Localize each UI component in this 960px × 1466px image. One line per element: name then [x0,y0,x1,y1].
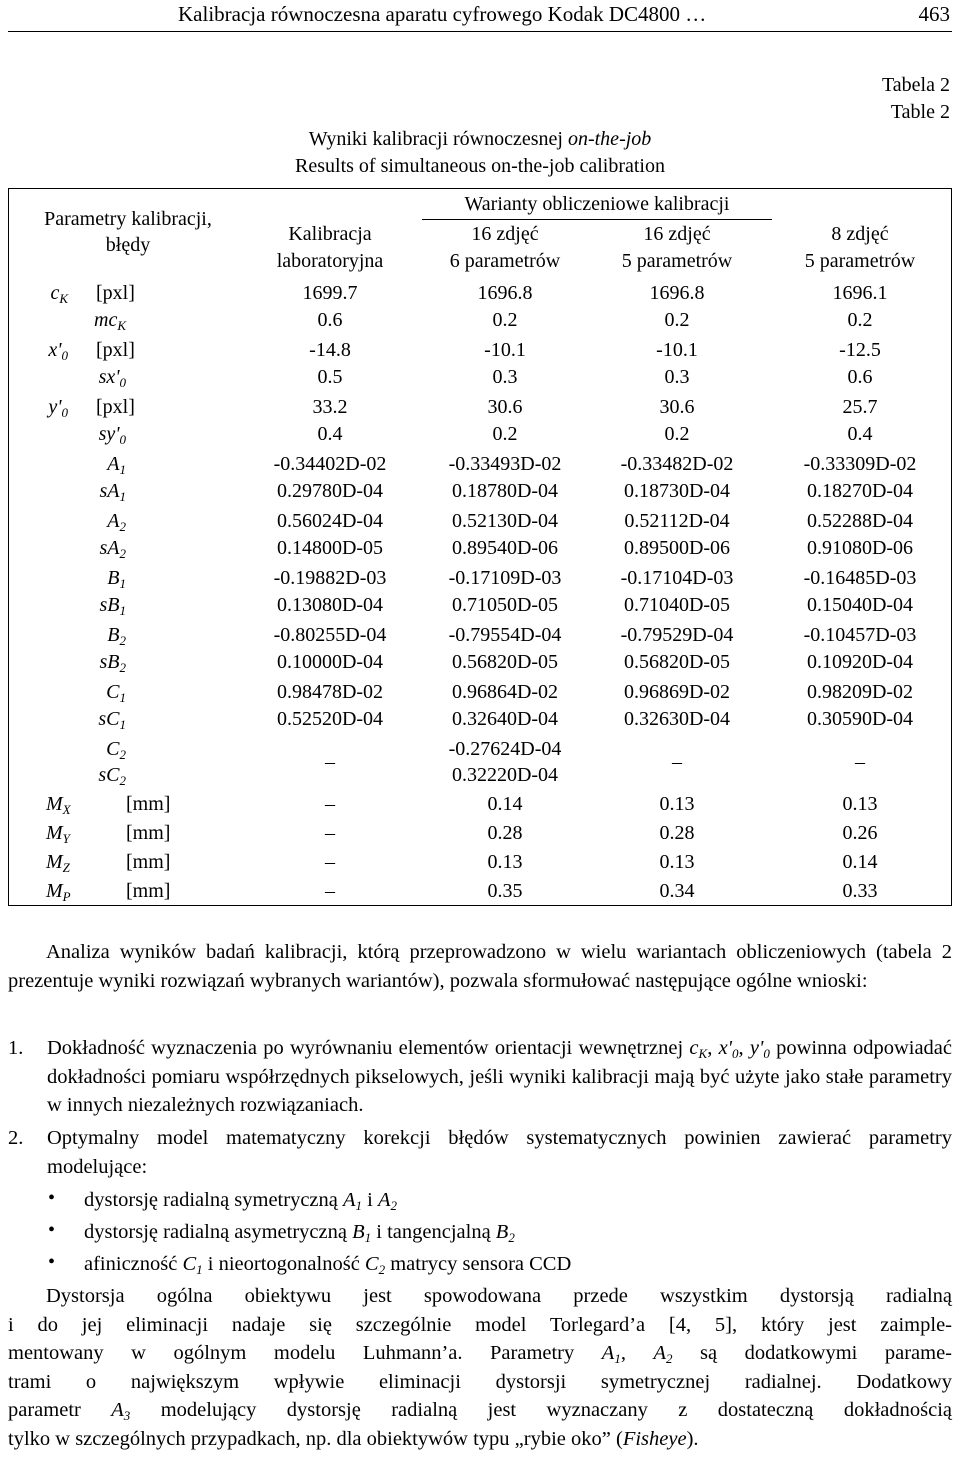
table-title-pl: Wyniki kalibracji równoczesnej on-the-job [308,128,652,150]
conclusion-2-number: 2. [8,1127,24,1149]
error-unit: [mm] [126,793,171,815]
param-header-1: Parametry kalibracji, [44,208,212,230]
param-symbol: $y'_0$ [48,396,68,420]
closing-paragraph [8,1282,952,1453]
cell-error-v3: 0.30590D-04 [806,708,914,730]
closing-line-6: tylko w szczególnych przypadkach, np. dla obiektywów typu „rybie oko” (Fisheye). [8,1427,699,1450]
error-cell-v2: 0.13 [659,851,695,873]
cell-error-v2: 0.18730D-04 [623,480,731,502]
cell-value-lab: -14.8 [309,339,351,361]
error-cell-lab: – [325,880,335,902]
c2-v2: – [672,751,682,773]
error-param: $M_X$ [46,793,71,817]
bullet-item: dystorsję radialną symetryczną $A_1$ i $A_2$ [84,1189,398,1213]
cell-value-v3: 0.98209D-02 [806,681,914,703]
param-error-symbol: $sB_2$ [99,651,126,675]
table-left-rule [8,188,9,905]
cell-value-lab: 33.2 [312,396,348,418]
cell-error-v1: 0.18780D-04 [451,480,559,502]
bullet-item: dystorsję radialną asymetryczną $B_1$ i tangencjalną $B_2$ [84,1221,515,1245]
c2-param-error: $sC_2$ [98,764,126,788]
cell-error-lab: 0.10000D-04 [276,651,384,673]
bullet-dot: • [48,1219,56,1241]
cell-value-v1: -0.33493D-02 [448,453,562,475]
param-error-symbol: $sA_1$ [99,480,126,504]
cell-error-v1: 0.56820D-05 [451,651,559,673]
error-cell-v1: 0.28 [487,822,523,844]
cell-value-v1: 1696.8 [477,282,533,304]
error-cell-lab: – [325,822,335,844]
cell-error-v1: 0.71050D-05 [451,594,559,616]
param-unit: [pxl] [96,396,135,418]
cell-value-v1: 0.52130D-04 [451,510,559,532]
error-unit: [mm] [126,880,171,902]
cell-error-v1: 0.2 [492,309,518,331]
running-header: Kalibracja równoczesna aparatu cyfrowego Kodak DC4800 … [178,2,707,26]
param-symbol: $A_2$ [107,510,126,534]
param-unit: [pxl] [96,339,135,361]
cell-value-v1: -0.79554D-04 [448,624,562,646]
param-symbol: $B_1$ [107,567,126,591]
error-cell-lab: – [325,793,335,815]
cell-value-v2: -0.33482D-02 [620,453,734,475]
error-cell-v2: 0.34 [659,880,695,902]
cell-value-v3: -0.16485D-03 [803,567,917,589]
param-symbol: $A_1$ [107,453,126,477]
table-number-pl: Tabela 2 [881,74,950,96]
cell-error-lab: 0.14800D-05 [276,537,384,559]
error-param: $M_P$ [46,880,71,904]
table-title-en: Results of simultaneous on-the-job calibration [295,155,665,177]
col2-header-2: 5 parametrów [621,250,733,272]
cell-value-lab: 0.98478D-02 [276,681,384,703]
col1-header-2: 6 parametrów [449,250,561,272]
error-cell-v2: 0.13 [659,793,695,815]
param-error-symbol: $sy'_0$ [98,423,126,447]
cell-value-v3: -0.33309D-02 [803,453,917,475]
conclusion-2-text: Optymalny model matematyczny korekcji błędów systematycznych powinien zawierać parametry modelujące: [47,1127,952,1178]
variants-rule [422,219,772,220]
col3-header-1: 8 zdjęć [831,223,889,245]
cell-value-v1: -0.17109D-03 [448,567,562,589]
table-bottom-rule [8,905,952,906]
cell-value-v2: 0.52112D-04 [624,510,730,532]
c2-v1-value: -0.27624D-04 [448,738,562,760]
bullet-dot: • [48,1251,56,1273]
error-cell-v3: 0.33 [842,880,878,902]
lab-header-1: Kalibracja [288,223,372,245]
cell-error-v2: 0.71040D-05 [623,594,731,616]
closing-line-1: Dystorsja ogólna obiektywu jest spowodowana przede wszystkim dystorsją radialną [46,1285,952,1307]
table-number-en: Table 2 [890,101,950,123]
error-cell-lab: – [325,851,335,873]
param-symbol: $B_2$ [107,624,126,648]
cell-error-v2: 0.89500D-06 [623,537,731,559]
cell-value-v2: -0.79529D-04 [620,624,734,646]
cell-error-v1: 0.3 [492,366,518,388]
intro-paragraph: Analiza wyników badań kalibracji, którą przeprowadzono w wielu wariantach obliczeniowych (tabela 2 prezentuje wyniki rozwiązań wybranych wariantów), pozwala sformułować następujące ogólne wnioski: [8,941,952,992]
cell-value-v2: -0.17104D-03 [620,567,734,589]
cell-error-lab: 0.5 [317,366,343,388]
lab-header-2: laboratoryjna [276,250,384,272]
bullet-item: afiniczność $C_1$ i nieortogonalność $C_2$ matrycy sensora CCD [84,1253,572,1277]
param-header-2: błędy [105,234,151,256]
error-cell-v3: 0.14 [842,851,878,873]
page-number: 463 [918,2,950,26]
param-error-symbol: $sC_1$ [98,708,126,732]
param-symbol: $x'_0$ [48,339,68,363]
param-symbol: $c_K$ [50,282,68,306]
variants-header: Warianty obliczeniowe kalibracji [464,193,730,215]
col2-header-1: 16 zdjęć [643,223,711,245]
cell-error-v3: 0.91080D-06 [806,537,914,559]
cell-error-lab: 0.6 [317,309,343,331]
error-cell-v3: 0.13 [842,793,878,815]
cell-error-lab: 0.13080D-04 [276,594,384,616]
c2-param: $C_2$ [106,738,126,762]
cell-value-v2: 0.96869D-02 [623,681,731,703]
conclusion-1-number: 1. [8,1037,24,1059]
cell-value-lab: 0.56024D-04 [276,510,384,532]
cell-value-v1: -10.1 [484,339,526,361]
cell-error-v1: 0.89540D-06 [451,537,559,559]
cell-value-v2: -10.1 [656,339,698,361]
error-param: $M_Z$ [46,851,70,875]
cell-value-lab: -0.19882D-03 [273,567,387,589]
cell-error-v3: 0.2 [847,309,873,331]
c2-v3: – [855,751,865,773]
param-error-symbol: $mc_K$ [94,309,126,333]
error-cell-v2: 0.28 [659,822,695,844]
col1-header-1: 16 zdjęć [471,223,539,245]
cell-error-v2: 0.56820D-05 [623,651,731,673]
cell-error-v3: 0.10920D-04 [806,651,914,673]
conclusion-1-text: Dokładność wyznaczenia po wyrównaniu elementów orientacji wewnętrznej $c_K$, $x'_0$, $y'_0$ powinna odpowiadać dokładności pomiaru współrzędnych pikselowych, jeśli wyniki kalibracji mają być użyte jako stałe parametry w innych niezależnych rozwiązaniach. [47,1037,952,1116]
cell-error-lab: 0.52520D-04 [276,708,384,730]
error-cell-v1: 0.35 [487,880,523,902]
cell-value-lab: 1699.7 [302,282,358,304]
closing-line-3: mentowany w ogólnym modelu Luhmann’a. Parametry $A_1$, $A_2$ są dodatkowymi parame- [8,1342,952,1366]
col3-header-2: 5 parametrów [804,250,916,272]
cell-error-v2: 0.3 [664,366,690,388]
c2-lab: – [325,751,335,773]
cell-value-v3: 25.7 [842,396,878,418]
cell-value-v3: -12.5 [839,339,881,361]
cell-value-v1: 30.6 [487,396,523,418]
param-error-symbol: $sx'_0$ [98,366,126,390]
cell-error-v3: 0.18270D-04 [806,480,914,502]
error-cell-v1: 0.14 [487,793,523,815]
cell-value-v3: 1696.1 [832,282,888,304]
cell-error-v2: 0.2 [664,423,690,445]
cell-error-v3: 0.6 [847,366,873,388]
cell-value-v2: 30.6 [659,396,695,418]
closing-line-4: trami o największym wpływie eliminacji dystorsji symetrycznej radialnej. Dodatkowy [8,1370,952,1393]
error-param: $M_Y$ [46,822,70,846]
cell-value-v1: 0.96864D-02 [451,681,559,703]
cell-error-v2: 0.32630D-04 [623,708,731,730]
cell-value-v3: 0.52288D-04 [806,510,914,532]
error-unit: [mm] [126,851,171,873]
param-symbol: $C_1$ [106,681,126,705]
closing-line-2: i do jej eliminacji nadaje się szczególnie model Torlegard’a [4, 5], który jest zaimple- [8,1313,952,1336]
cell-value-v2: 1696.8 [649,282,705,304]
c2-v1-error: 0.32220D-04 [451,764,559,786]
cell-error-v1: 0.32640D-04 [451,708,559,730]
cell-error-lab: 0.4 [317,423,343,445]
table-top-rule [8,188,952,189]
error-cell-v3: 0.26 [842,822,878,844]
closing-line-5: parametr $A_3$ modelujący dystorsję radialną jest wyznaczany z dostateczną dokładnością [8,1399,952,1423]
cell-value-lab: -0.80255D-04 [273,624,387,646]
cell-value-lab: -0.34402D-02 [273,453,387,475]
cell-error-v3: 0.4 [847,423,873,445]
table-right-rule [951,188,952,905]
error-unit: [mm] [126,822,171,844]
param-error-symbol: $sA_2$ [99,537,126,561]
error-cell-v1: 0.13 [487,851,523,873]
param-unit: [pxl] [96,282,135,304]
cell-error-v1: 0.2 [492,423,518,445]
cell-error-v3: 0.15040D-04 [806,594,914,616]
bullet-dot: • [48,1187,56,1209]
param-error-symbol: $sB_1$ [99,594,126,618]
cell-value-v3: -0.10457D-03 [803,624,917,646]
cell-error-lab: 0.29780D-04 [276,480,384,502]
cell-error-v2: 0.2 [664,309,690,331]
